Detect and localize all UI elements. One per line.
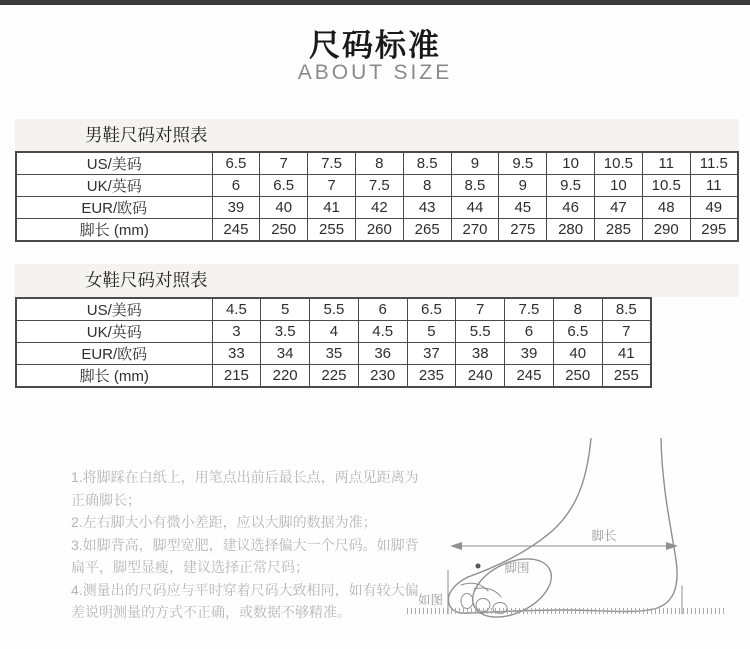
size-cell: 49 [690, 197, 738, 219]
size-cell: 8.5 [451, 175, 499, 197]
table-row [16, 152, 738, 175]
size-cell: 11.5 [690, 152, 738, 175]
size-cell: 255 [308, 219, 356, 242]
size-cell: 48 [642, 197, 690, 219]
page-subtitle: ABOUT SIZE [297, 61, 453, 84]
size-cell: 40 [553, 343, 602, 365]
size-cell: 230 [358, 365, 407, 388]
size-cell: 3.5 [261, 321, 310, 343]
size-cell: 34 [261, 343, 310, 365]
size-cell: 10.5 [595, 152, 643, 175]
size-cell: 40 [260, 197, 308, 219]
foot-sketch [404, 438, 749, 646]
size-cell: 47 [595, 197, 643, 219]
size-cell: 3 [212, 321, 261, 343]
size-cell: 6.5 [212, 152, 260, 175]
size-cell: 5.5 [310, 298, 359, 321]
men-section-title: 男鞋尺码对照表 [85, 125, 208, 145]
note-item: 2.左右脚大小有微小差距，应以大脚的数据为准； [71, 514, 377, 530]
women-size-table [15, 297, 652, 388]
table-row [16, 175, 738, 197]
men-size-table [15, 151, 739, 242]
size-cell: 255 [602, 365, 651, 388]
top-divider-bar [0, 0, 750, 5]
size-cell: 8 [553, 298, 602, 321]
size-cell: 8.5 [403, 152, 451, 175]
size-cell: 275 [499, 219, 547, 242]
foot-measure-diagram [404, 438, 749, 646]
size-cell: 245 [505, 365, 554, 388]
size-cell: 45 [499, 197, 547, 219]
note-item: 4.测量出的尺码应与平时穿着尺码大致相同，如有较大偏差说明测量的方式不正确，或数据不够精准。 [71, 581, 419, 620]
size-cell: 260 [355, 219, 403, 242]
size-cell: 43 [403, 197, 451, 219]
size-cell: 5 [261, 298, 310, 321]
size-cell: 6.5 [407, 298, 456, 321]
size-cell: 8 [355, 152, 403, 175]
size-cell: 11 [642, 152, 690, 175]
arrowhead-right [666, 542, 678, 550]
size-cell: 7 [456, 298, 505, 321]
women-section-title: 女鞋尺码对照表 [85, 270, 208, 290]
size-cell: 41 [602, 343, 651, 365]
size-cell: 235 [407, 365, 456, 388]
size-cell: 270 [451, 219, 499, 242]
size-cell: 10.5 [642, 175, 690, 197]
page-title: 尺码标准 [309, 28, 441, 63]
size-cell: 4.5 [358, 321, 407, 343]
toe-ridge-2 [474, 588, 501, 597]
size-cell: 9 [451, 152, 499, 175]
men-section-header [15, 119, 739, 151]
size-cell: 5 [407, 321, 456, 343]
girth-marker-dot [476, 564, 481, 569]
size-cell: 38 [456, 343, 505, 365]
size-cell: 9 [499, 175, 547, 197]
size-cell: 290 [642, 219, 690, 242]
size-cell: 7.5 [355, 175, 403, 197]
size-cell: 250 [260, 219, 308, 242]
size-cell: 6 [358, 298, 407, 321]
size-cell: 41 [308, 197, 356, 219]
size-cell: 215 [212, 365, 261, 388]
size-cell: 5.5 [456, 321, 505, 343]
size-cell: 280 [547, 219, 595, 242]
note-item: 1.将脚踩在白纸上，用笔点出前后最长点，两点见距离为正确脚长； [71, 469, 419, 508]
size-cell: 6 [505, 321, 554, 343]
size-cell: 39 [212, 197, 260, 219]
size-cell: 6.5 [553, 321, 602, 343]
foot-girth-label: 脚围 [504, 561, 530, 575]
table-row [16, 343, 651, 365]
size-cell: 245 [212, 219, 260, 242]
row-label: 脚长 (mm) [16, 219, 212, 242]
size-cell: 37 [407, 343, 456, 365]
size-cell: 44 [451, 197, 499, 219]
women-section-header [15, 264, 739, 297]
table-row [16, 298, 651, 321]
ankle-heel-sole-line [468, 438, 677, 613]
table-row [16, 321, 651, 343]
size-cell: 8 [403, 175, 451, 197]
table-row [16, 365, 651, 388]
size-cell: 35 [310, 343, 359, 365]
size-cell: 39 [505, 343, 554, 365]
size-cell: 250 [553, 365, 602, 388]
size-cell: 225 [310, 365, 359, 388]
size-cell: 265 [403, 219, 451, 242]
note-item: 3.如脚背高，脚型宽肥，建议选择偏大一个尺码。如脚背扁平，脚型显瘦，建议选择正常尺码； [71, 536, 419, 575]
size-cell: 7.5 [308, 152, 356, 175]
size-cell: 6 [212, 175, 260, 197]
row-label: EUR/欧码 [16, 197, 212, 219]
size-cell: 7 [602, 321, 651, 343]
size-cell: 285 [595, 219, 643, 242]
size-cell: 295 [690, 219, 738, 242]
size-cell: 33 [212, 343, 261, 365]
size-cell: 220 [261, 365, 310, 388]
size-cell: 11 [690, 175, 738, 197]
table-row [16, 197, 738, 219]
row-label: UK/英码 [16, 175, 212, 197]
size-cell: 7 [260, 152, 308, 175]
size-cell: 10 [595, 175, 643, 197]
row-label: US/美码 [16, 298, 212, 321]
foot-length-label: 脚长 [591, 529, 617, 543]
toe-curl-1 [461, 594, 473, 609]
as-shown-label: 如图 [418, 593, 444, 607]
size-cell: 4.5 [212, 298, 261, 321]
table-row [16, 219, 738, 242]
size-cell: 240 [456, 365, 505, 388]
size-cell: 6.5 [260, 175, 308, 197]
row-label: US/美码 [16, 152, 212, 175]
size-cell: 42 [355, 197, 403, 219]
arrowhead-left [450, 542, 462, 550]
row-label: EUR/欧码 [16, 343, 212, 365]
size-cell: 4 [310, 321, 359, 343]
ankle-front-line [468, 438, 591, 577]
measurement-notes [71, 466, 420, 624]
size-cell: 7.5 [505, 298, 554, 321]
size-cell: 46 [547, 197, 595, 219]
size-cell: 36 [358, 343, 407, 365]
size-cell: 8.5 [602, 298, 651, 321]
row-label: UK/英码 [16, 321, 212, 343]
size-cell: 9.5 [499, 152, 547, 175]
size-cell: 7 [308, 175, 356, 197]
row-label: 脚长 (mm) [16, 365, 212, 388]
size-cell: 10 [547, 152, 595, 175]
size-cell: 9.5 [547, 175, 595, 197]
